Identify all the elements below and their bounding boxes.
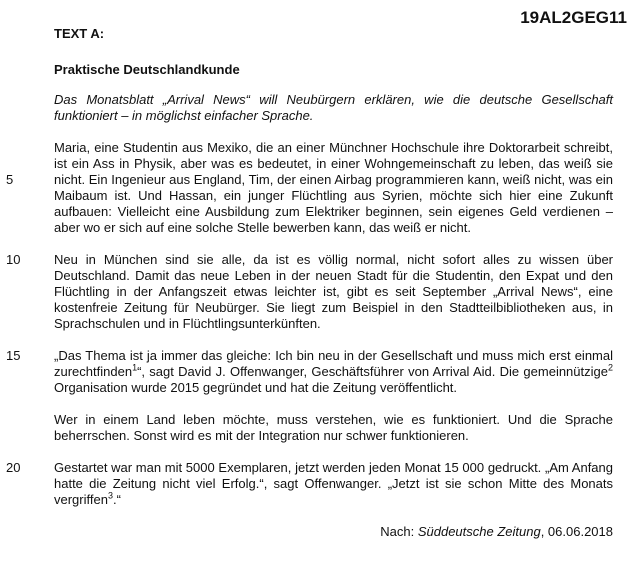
document-page <box>6 26 613 540</box>
line-number-5: 5 <box>6 172 14 187</box>
footnote-2: 2 <box>607 362 613 373</box>
source-citation: Nach: Süddeutsche Zeitung, 06.06.2018 <box>380 524 613 539</box>
paragraph-2-text: Neu in München sind sie alle, da ist es völlig normal, nicht sofort alles zu wissen über Deutschland. Damit das neue Leben in der neuen Stadt für die Studentin, den Expat und den Flüchtling in der Anfangszeit etwas leichter ist, gibt es seit September „Arrival News“, eine kostenfreie Zeitung für Neubürger. Sie liegt zum Beispiel in den Stadtteilbibliotheken aus, in Sprachschulen und in Flüchtlingsunterkünften. <box>54 252 613 331</box>
article-title: Praktische Deutschlandkunde <box>54 62 240 77</box>
line-number-10: 10 <box>6 252 21 267</box>
paragraph-4 <box>28 412 613 444</box>
paragraph-3-text: „Das Thema ist ja immer das gleiche: Ich bin neu in der Gesellschaft und muss mich erst einmal zurechtfinden$^1$“, sagt David J. Offenwanger, Geschäftsführer von Arrival Aid. Die gemeinnützige$^2$ Organisation wurde 2015 gegründet und hat die Zeitung veröffentlicht. <box>54 348 613 395</box>
paragraph-1-text: Maria, eine Studentin aus Mexiko, die an einer Münchner Hochschule ihre Doktorarbeit schreibt, ist ein Ass in Physik, aber was es bedeutet, in einer Wohngemeinschaft zu leben, das weiß sie nicht. Ein Ingenieur aus England, Tim, der einen Airbag programmieren kann, weiß nicht, was ein Maibaum ist. Und Hassan, ein junger Flüchtling aus Syrien, möchte sich hier eine Zukunft aufbauen: Vielleicht eine Ausbildung zum Elektriker beginnen, sein eigenes Geld verdienen – aber wo er sich auf eine solche Stelle bewerben kann, das weiß er nicht. <box>54 140 613 235</box>
text-title: TEXT A: <box>54 26 105 41</box>
footnote-3: 3 <box>107 490 113 501</box>
article-intro: Das Monatsblatt „Arrival News“ will Neubürgern erklären, wie die deutsche Gesellschaft funktioniert – in möglichst einfacher Sprache. <box>54 92 613 123</box>
footnote-1: 1 <box>132 362 138 373</box>
line-number-20: 20 <box>6 460 21 475</box>
paragraph-5 <box>6 460 613 508</box>
paragraph-5-text: Gestartet war man mit 5000 Exemplaren, jetzt werden jeden Monat 15 000 gedruckt. „Am Anfang hatte die Zeitung nicht viel Erfolg.“, sagt Offenwanger. „Jetzt ist sie schon Mitte des Monats vergriffen$^3$.“ <box>54 460 613 507</box>
paragraph-4-text: Wer in einem Land leben möchte, muss verstehen, wie es funktioniert. Und die Sprache beherrschen. Sonst wird es mit der Integration nur schwer funktionieren. <box>54 412 613 443</box>
paragraph-2 <box>6 252 613 332</box>
line-number-15: 15 <box>6 348 21 363</box>
paragraph-3 <box>6 348 613 396</box>
document-code: 19AL2GEG11 <box>520 8 627 27</box>
paragraph-1 <box>6 140 613 236</box>
